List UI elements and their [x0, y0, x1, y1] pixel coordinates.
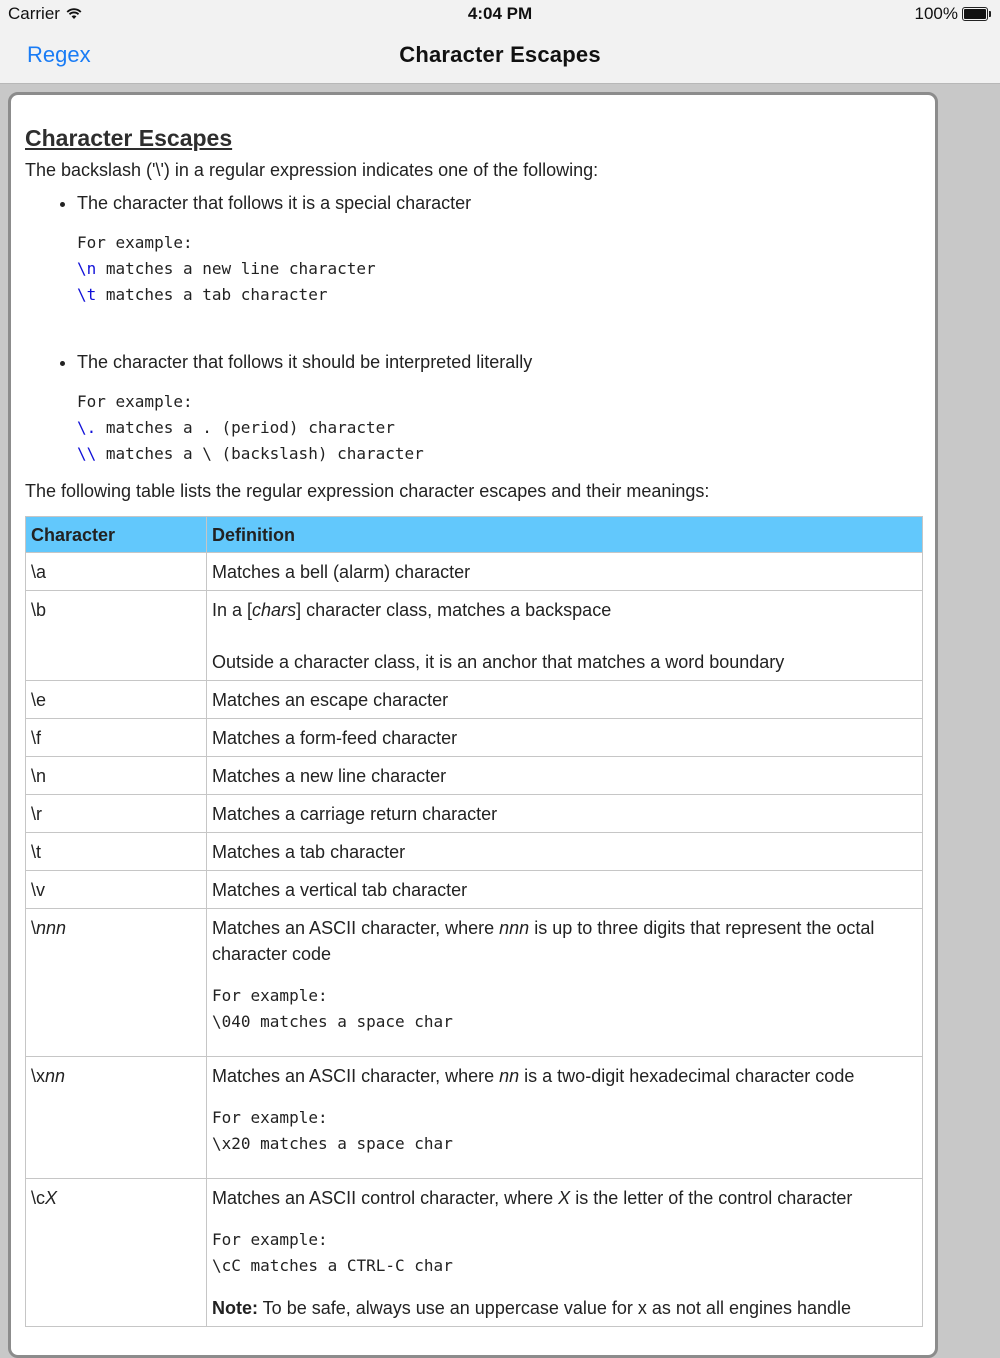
definition-italic: chars: [252, 600, 297, 620]
character-cell: \t: [26, 833, 207, 871]
escapes-table: [25, 516, 923, 1327]
spacer: [212, 1157, 917, 1173]
definition-cell: [207, 1179, 923, 1327]
table-row: [26, 871, 923, 909]
definition-cell: [207, 1057, 923, 1179]
definition-text: Matches an ASCII character, where: [212, 1066, 500, 1086]
bullet-text: The character that follows it should be interpreted literally: [77, 352, 533, 372]
navigation-bar: [0, 28, 1000, 84]
nav-title: Character Escapes: [399, 42, 601, 67]
character-italic: nn: [45, 1066, 66, 1086]
definition-text: is the letter of the control character: [570, 1188, 853, 1208]
code-line: [77, 282, 925, 308]
character-cell: \r: [26, 795, 207, 833]
code-example: [212, 1105, 917, 1157]
code-line: \cC matches a CTRL-C char: [212, 1256, 453, 1275]
code-example: [77, 389, 925, 467]
character-cell: \v: [26, 871, 207, 909]
spacer: [212, 967, 917, 983]
character-cell: [26, 909, 207, 1057]
escape-code: \t: [77, 285, 97, 304]
character-text: \: [31, 918, 37, 938]
definition-text: is a two-digit hexadecimal character code: [519, 1066, 855, 1086]
example-label: For example:: [77, 233, 193, 252]
table-row: [26, 1179, 923, 1327]
character-text: \x: [31, 1066, 46, 1086]
code-line: \x20 matches a space char: [212, 1134, 453, 1153]
list-item: [77, 193, 925, 308]
definition-cell: Matches a vertical tab character: [207, 871, 923, 909]
code-example: [212, 983, 917, 1035]
table-header-row: [26, 517, 923, 553]
code-example: [212, 1227, 917, 1279]
battery-percent: 100%: [914, 4, 958, 23]
code-line: [77, 256, 925, 282]
document-body: [25, 125, 925, 1327]
bullet-list: [25, 193, 925, 467]
character-cell: \b: [26, 591, 207, 681]
definition-italic: X: [558, 1188, 571, 1208]
character-cell: [26, 1179, 207, 1327]
spacer: [212, 1211, 917, 1227]
example-label: For example:: [212, 986, 328, 1005]
character-cell: \e: [26, 681, 207, 719]
definition-text: ] character class, matches a backspace: [296, 600, 612, 620]
definition-cell: [207, 591, 923, 681]
code-text: matches a \ (backslash) character: [96, 444, 424, 463]
example-label: For example:: [77, 392, 193, 411]
definition-text: Matches an ASCII control character, where: [212, 1188, 559, 1208]
column-header-character: Character: [26, 517, 207, 553]
table-row: [26, 1057, 923, 1179]
document-view[interactable]: [8, 92, 938, 1358]
table-row: [26, 833, 923, 871]
code-example: [77, 230, 925, 308]
example-label: For example:: [212, 1108, 328, 1127]
spacer: [212, 1089, 917, 1105]
character-cell: [26, 1057, 207, 1179]
intro-text: The backslash ('\') in a regular expression indicates one of the following:: [25, 160, 599, 180]
note-body: To be safe, always use an uppercase value for x as not all engines handle: [258, 1298, 852, 1318]
character-cell: \a: [26, 553, 207, 591]
character-cell: \n: [26, 757, 207, 795]
note-text: [212, 1295, 917, 1321]
note-label: Note:: [212, 1298, 258, 1318]
character-italic: nnn: [36, 918, 67, 938]
table-row: [26, 681, 923, 719]
table-row: [26, 795, 923, 833]
escape-code: \.: [77, 418, 97, 437]
table-row: [26, 909, 923, 1057]
column-header-definition: Definition: [207, 517, 923, 553]
table-intro: The following table lists the regular expression character escapes and their meanings:: [25, 481, 710, 501]
table-row: [26, 757, 923, 795]
character-cell: \f: [26, 719, 207, 757]
list-item: [77, 352, 925, 467]
clock: 4:04 PM: [467, 4, 533, 23]
escape-code: \n: [77, 259, 97, 278]
definition-text: is up to three digits that represent the octal character code: [212, 918, 875, 964]
definition-cell: Matches a tab character: [207, 833, 923, 871]
code-text: matches a new line character: [96, 259, 376, 278]
back-button[interactable]: Regex: [27, 42, 91, 67]
battery-icon: [962, 7, 988, 21]
character-text: \c: [31, 1188, 46, 1208]
spacer: [212, 623, 917, 649]
code-line: \040 matches a space char: [212, 1012, 453, 1031]
definition-cell: Matches a carriage return character: [207, 795, 923, 833]
definition-cell: Matches an escape character: [207, 681, 923, 719]
code-text: matches a tab character: [96, 285, 328, 304]
definition-italic: nn: [499, 1066, 520, 1086]
definition-cell: Matches a bell (alarm) character: [207, 553, 923, 591]
definition-italic: nnn: [499, 918, 530, 938]
spacer: [212, 1035, 917, 1051]
definition-cell: Matches a form-feed character: [207, 719, 923, 757]
page-title: Character Escapes: [25, 125, 233, 151]
definition-cell: [207, 909, 923, 1057]
character-italic: X: [45, 1188, 58, 1208]
definition-cell: Matches a new line character: [207, 757, 923, 795]
escape-code: \\: [77, 444, 97, 463]
carrier-label: Carrier: [8, 4, 60, 23]
table-row: [26, 553, 923, 591]
code-line: [77, 415, 925, 441]
definition-text: In a: [212, 600, 248, 620]
status-bar: [0, 0, 1000, 28]
example-label: For example:: [212, 1230, 328, 1249]
table-row: [26, 591, 923, 681]
definition-text: [: [247, 600, 253, 620]
definition-text: Outside a character class, it is an anchor that matches a word boundary: [212, 652, 785, 672]
table-row: [26, 719, 923, 757]
code-line: [77, 441, 925, 467]
definition-text: Matches an ASCII character, where: [212, 918, 500, 938]
bullet-text: The character that follows it is a special character: [77, 193, 472, 213]
code-text: matches a . (period) character: [96, 418, 395, 437]
spacer: [212, 1279, 917, 1295]
